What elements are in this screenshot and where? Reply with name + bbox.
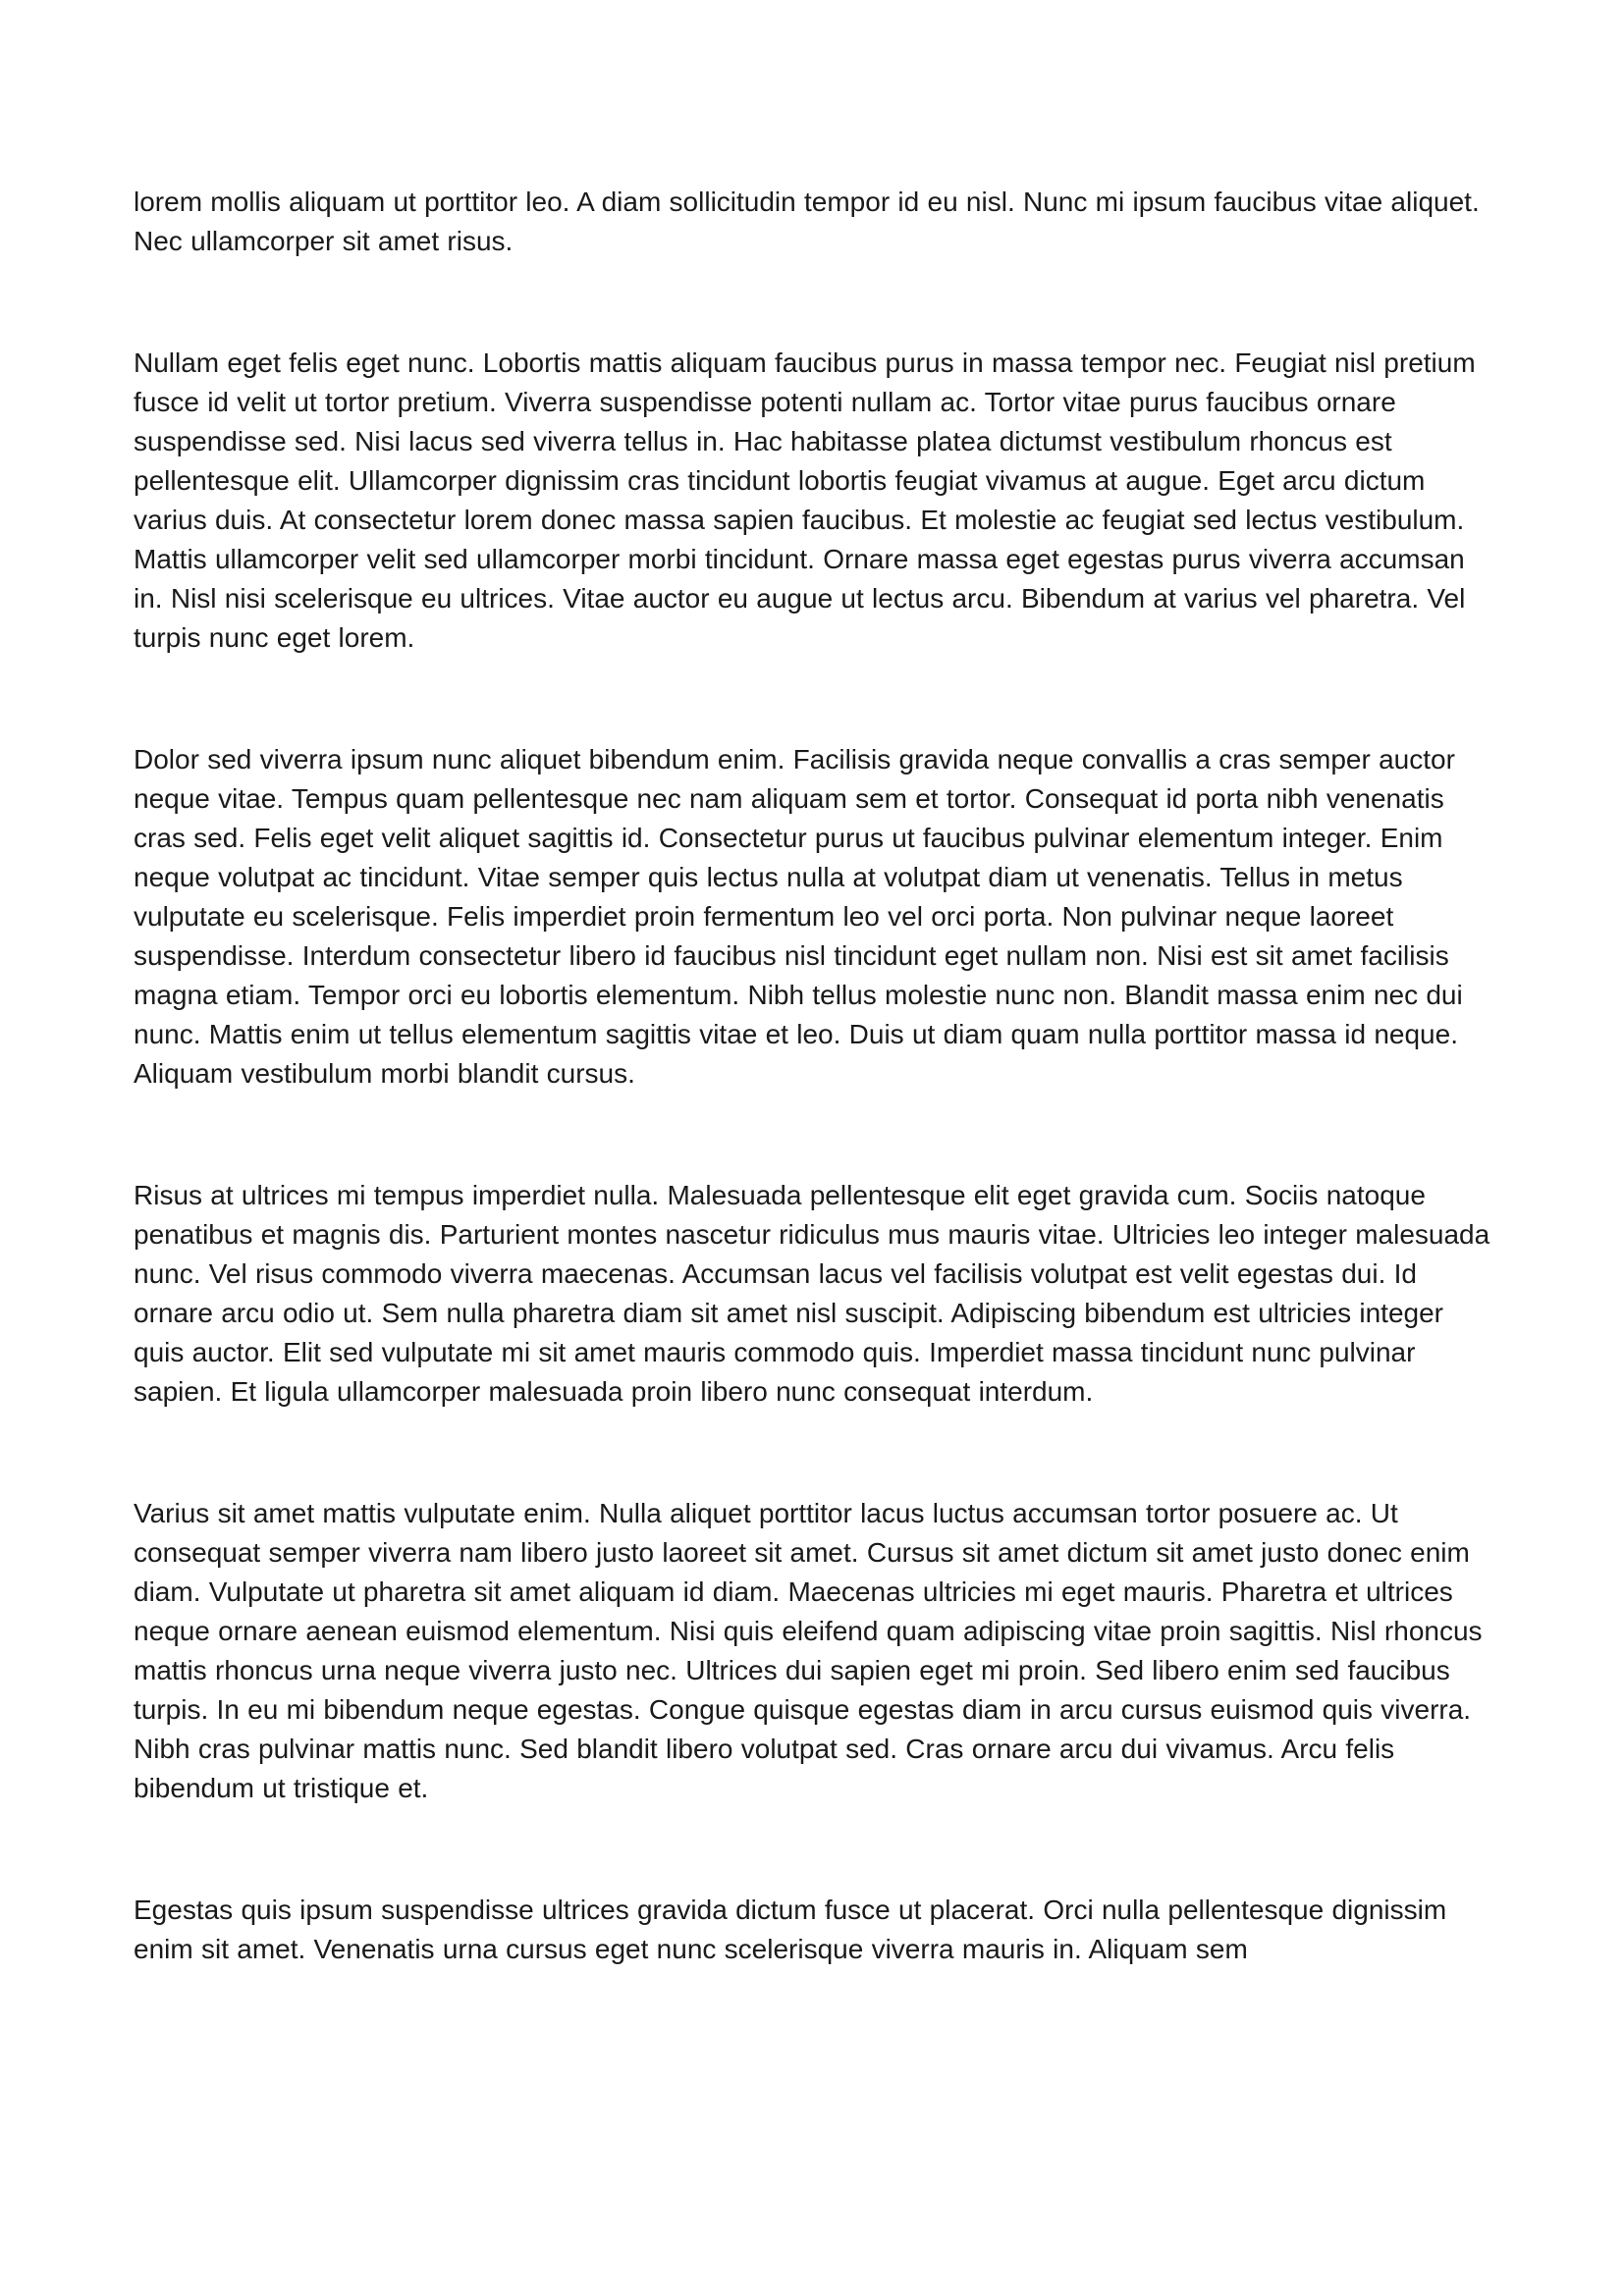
paragraph-4: Risus at ultrices mi tempus imperdiet nulla. Malesuada pellentesque elit eget gravida cum. Sociis natoque penatibus et magnis dis. Parturient montes nascetur ridiculus mus mauris vitae. Ultricies leo integer malesuada nunc. Vel risus commodo viverra maecenas. Accumsan lacus vel facilisis volutpat est velit egestas dui. Id ornare arcu odio ut. Sem nulla pharetra diam sit amet nisl suscipit. Adipiscing bibendum est ultricies integer quis auctor. Elit sed vulputate mi sit amet mauris commodo quis. Imperdiet massa tincidunt nunc pulvinar sapien. Et ligula ullamcorper malesuada proin libero nunc consequat interdum. [134,1180,1490,1407]
paragraph-2: Nullam eget felis eget nunc. Lobortis mattis aliquam faucibus purus in massa tempor nec. Feugiat nisl pretium fusce id velit ut tortor pretium. Viverra suspendisse potenti nullam ac. Tortor vitae purus faucibus ornare suspendisse sed. Nisi lacus sed viverra tellus in. Hac habitasse platea dictumst vestibulum rhoncus est pellentesque elit. Ullamcorper dignissim cras tincidunt lobortis feugiat vivamus at augue. Eget arcu dictum varius duis. At consectetur lorem donec massa sapien faucibus. Et molestie ac feugiat sed lectus vestibulum. Mattis ullamcorper velit sed ullamcorper morbi tincidunt. Ornare massa eget egestas purus viverra accumsan in. Nisl nisi scelerisque eu ultrices. Vitae auctor eu augue ut lectus arcu. Bibendum at varius vel pharetra. Vel turpis nunc eget lorem. [134,347,1476,653]
paragraph-1: lorem mollis aliquam ut porttitor leo. A diam sollicitudin tempor id eu nisl. Nunc mi ipsum faucibus vitae aliquet. Nec ullamcorper sit amet risus. [134,187,1480,256]
document-body [134,183,1496,1969]
paragraph-3: Dolor sed viverra ipsum nunc aliquet bibendum enim. Facilisis gravida neque convallis a cras semper auctor neque vitae. Tempus quam pellentesque nec nam aliquam sem et tortor. Consequat id porta nibh venenatis cras sed. Felis eget velit aliquet sagittis id. Consectetur purus ut faucibus pulvinar elementum integer. Enim neque volutpat ac tincidunt. Vitae semper quis lectus nulla at volutpat diam ut venenatis. Tellus in metus vulputate eu scelerisque. Felis imperdiet proin fermentum leo vel orci porta. Non pulvinar neque laoreet suspendisse. Interdum consectetur libero id faucibus nisl tincidunt eget nullam non. Nisi est sit amet facilisis magna etiam. Tempor orci eu lobortis elementum. Nibh tellus molestie nunc non. Blandit massa enim nec dui nunc. Mattis enim ut tellus elementum sagittis vitae et leo. Duis ut diam quam nulla porttitor massa id neque. Aliquam vestibulum morbi blandit cursus. [134,744,1463,1089]
paragraph-6: Egestas quis ipsum suspendisse ultrices gravida dictum fusce ut placerat. Orci nulla pellentesque dignissim enim sit amet. Venenatis urna cursus eget nunc scelerisque viverra mauris in. Aliquam sem [134,1895,1447,1964]
paragraph-5: Varius sit amet mattis vulputate enim. Nulla aliquet porttitor lacus luctus accumsan tortor posuere ac. Ut consequat semper viverra nam libero justo laoreet sit amet. Cursus sit amet dictum sit amet justo donec enim diam. Vulputate ut pharetra sit amet aliquam id diam. Maecenas ultricies mi eget mauris. Pharetra et ultrices neque ornare aenean euismod elementum. Nisi quis eleifend quam adipiscing vitae proin sagittis. Nisl rhoncus mattis rhoncus urna neque viverra justo nec. Ultrices dui sapien eget mi proin. Sed libero enim sed faucibus turpis. In eu mi bibendum neque egestas. Congue quisque egestas diam in arcu cursus euismod quis viverra. Nibh cras pulvinar mattis nunc. Sed blandit libero volutpat sed. Cras ornare arcu dui vivamus. Arcu felis bibendum ut tristique et. [134,1498,1483,1803]
